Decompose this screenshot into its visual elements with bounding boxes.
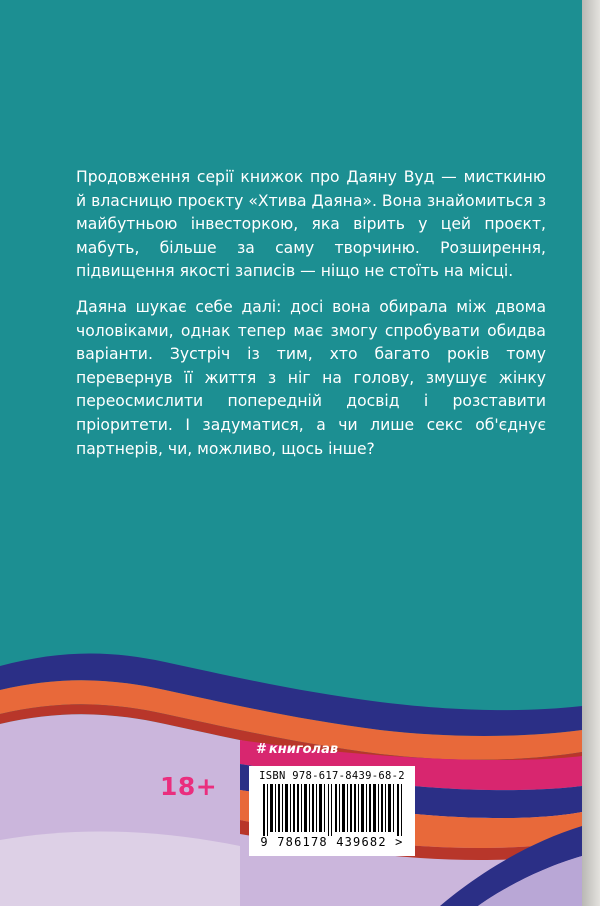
publisher-logo	[256, 742, 338, 757]
barcode-icon	[249, 784, 415, 836]
publisher-hash-icon: #	[256, 742, 267, 757]
barcode-area	[249, 766, 415, 856]
ean-number: 9 786178 439682 >	[260, 835, 404, 849]
blurb-paragraph-2: Даяна шукає себе далі: досі вона обирала між двома чоловіками, однак тепер має змогу спробувати обидва варіанти. Зустріч із тим, хто багато років тому перевернув її життя з ніг на голову, змушує жінку переосмислити попередній досвід і розставити пріоритети. І задуматися, а чи лише секс об'єднує партнерів, чи, можливо, щось інше?	[76, 297, 546, 458]
page-edge	[582, 0, 600, 906]
isbn-label: ISBN 978-617-8439-68-2	[259, 770, 405, 782]
wave-band-pale	[0, 831, 240, 906]
age-rating-label: 18+	[160, 772, 218, 801]
blurb-paragraph-1: Продовження серії книжок про Даяну Вуд — мисткиню й власницю проєкту «Хтива Даяна». Вона знайомиться з майбутньою інвесторкою, яка вірить у цей проєкт, мабуть, більше за саму творчиню. Розширення, підвищення якості записів — ніщо не стоїть на місці.	[76, 168, 546, 281]
publisher-name: книголав	[268, 742, 339, 757]
